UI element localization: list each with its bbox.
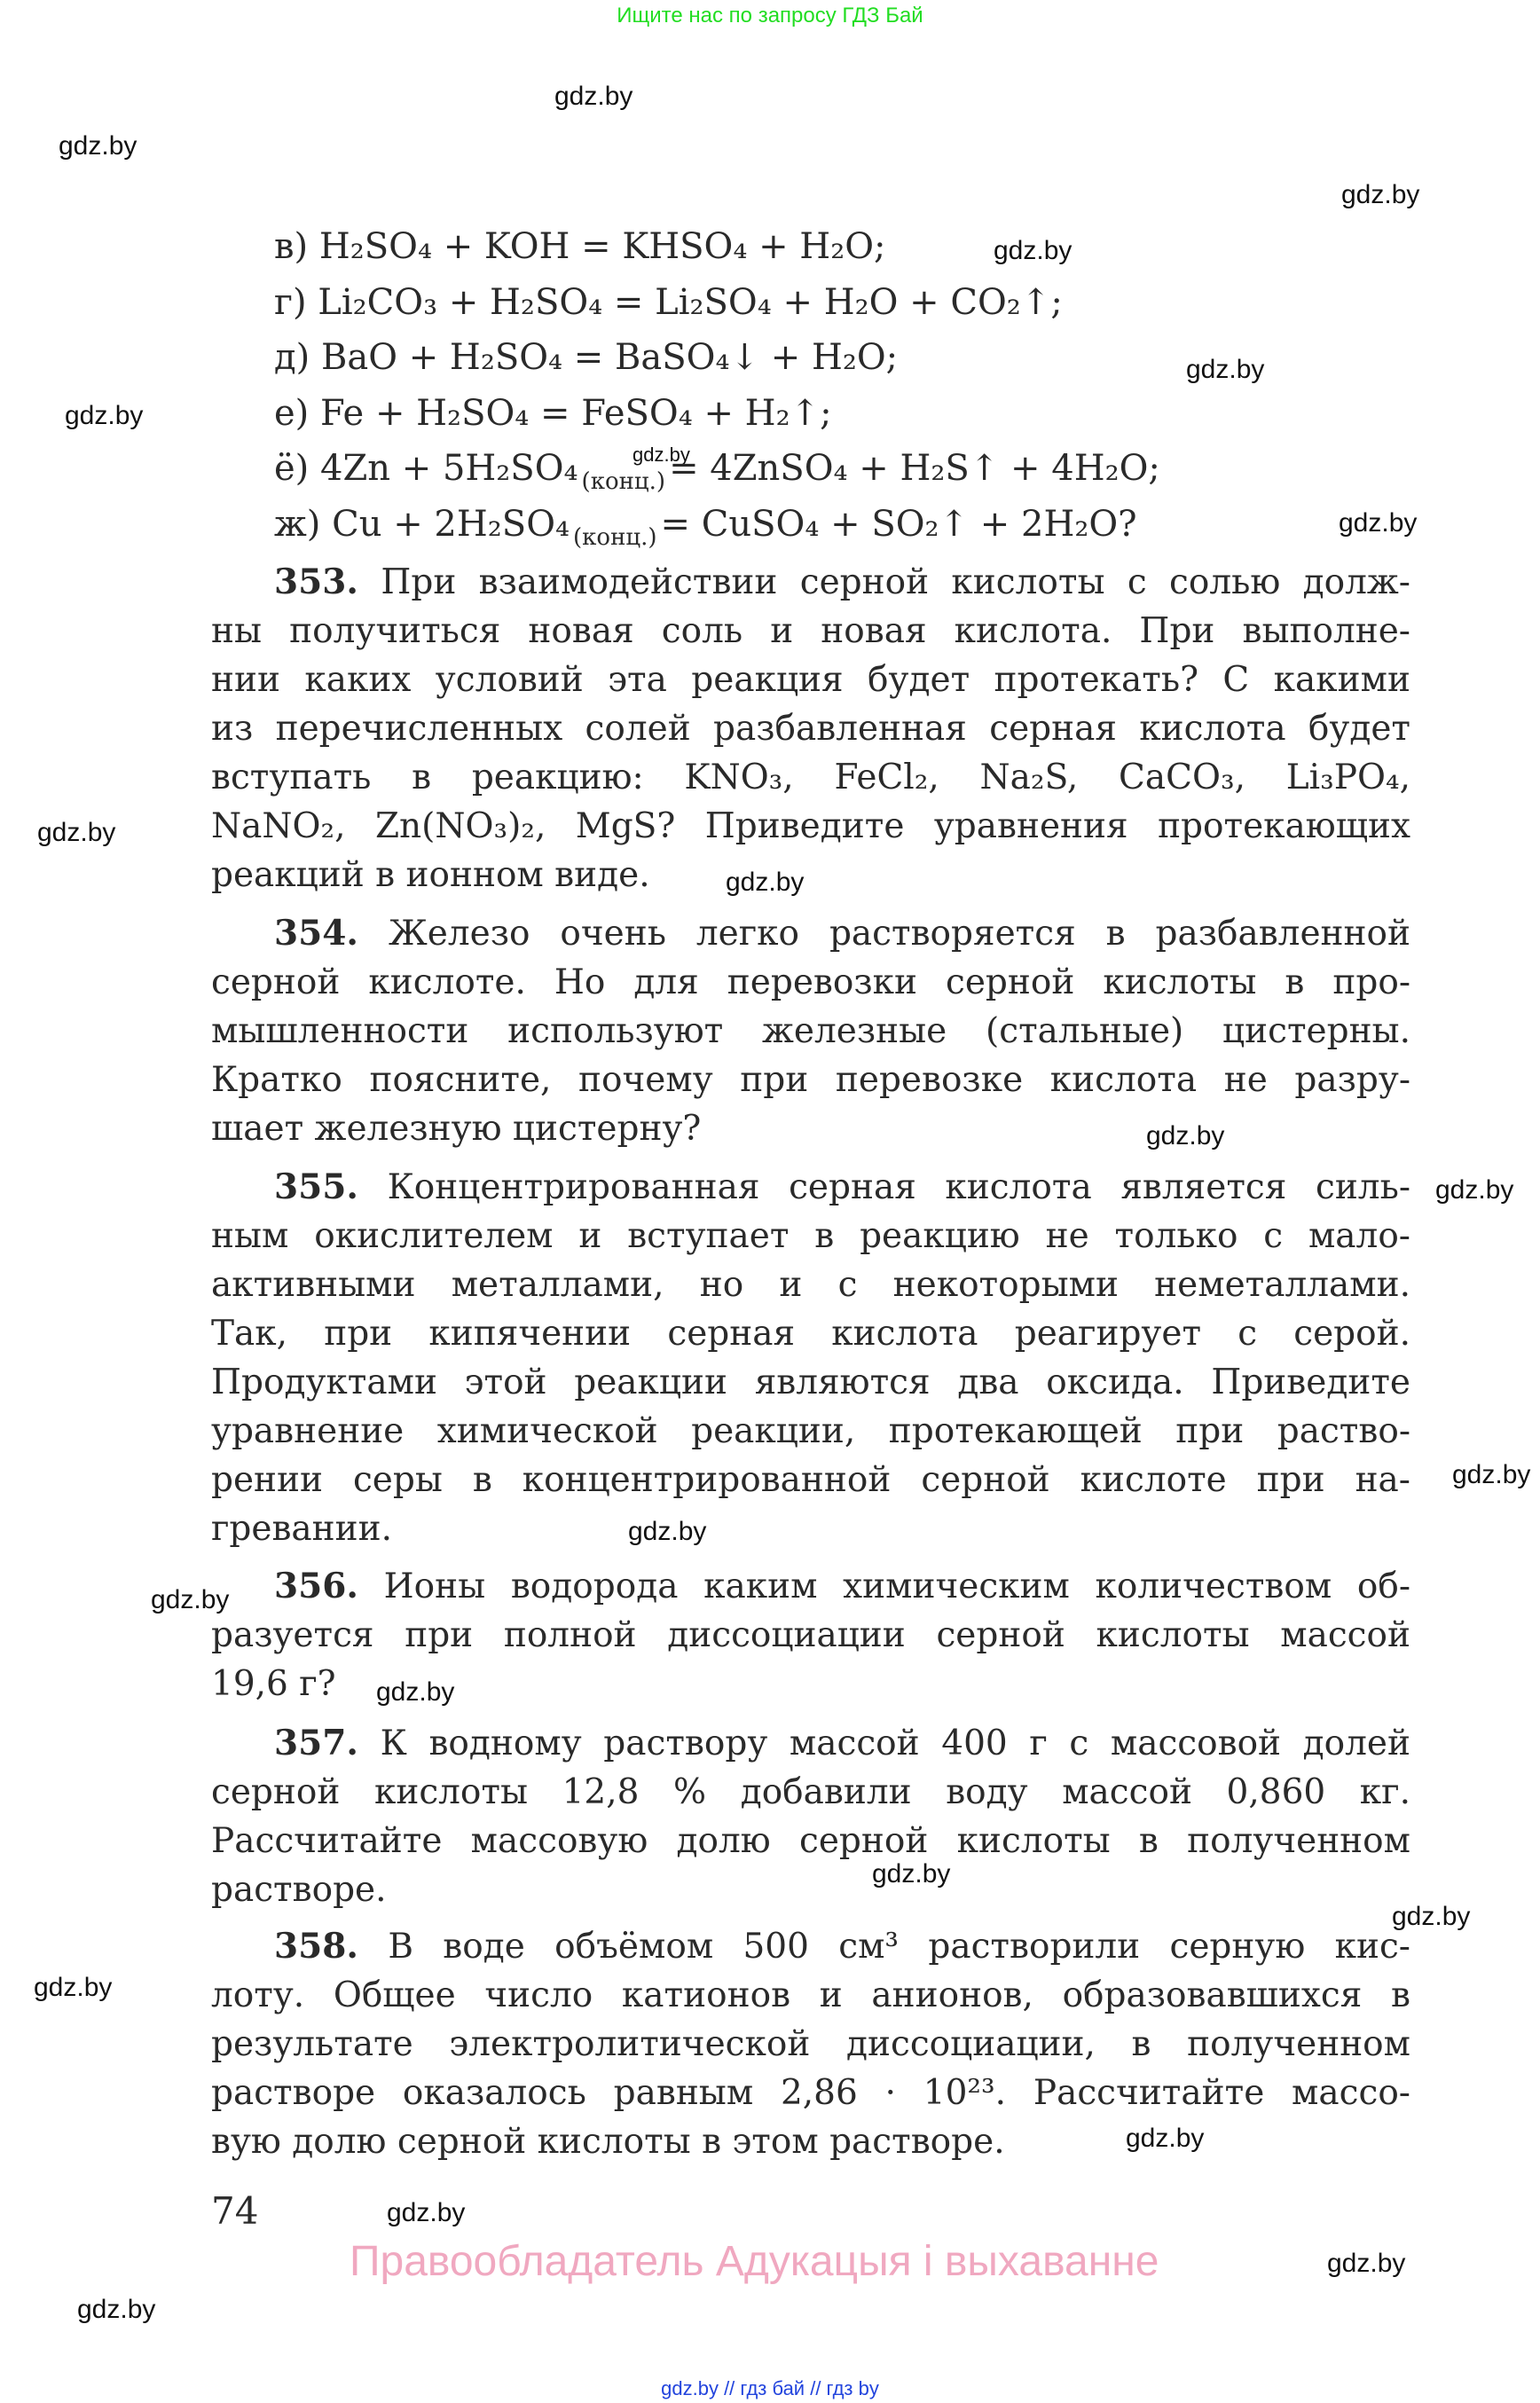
gdz-watermark: gdz.by [151, 1585, 230, 1614]
problem-text: нии каких условий эта реакция будет протекать? С какими [211, 660, 1410, 700]
problem-text: Так, при кипячении серная кислота реагирует с серой. [211, 1314, 1410, 1354]
problem-number: 356. [274, 1566, 358, 1606]
problem-line [211, 1309, 1410, 1358]
problem-text: При взаимодействии серной кислоты с солью долж- [381, 562, 1410, 602]
gdz-watermark: gdz.by [59, 131, 138, 161]
problem-text: 19,6 г? [211, 1664, 336, 1704]
problem-354 [211, 909, 1410, 1153]
problem-line [211, 753, 1410, 802]
problem-text: реакций в ионном виде. [211, 855, 650, 895]
gdz-watermark: gdz.by [554, 82, 633, 111]
gdz-watermark: gdz.by [994, 236, 1072, 265]
problem-line [211, 1611, 1410, 1660]
problem-line [211, 1504, 1410, 1553]
problem-357 [211, 1719, 1410, 1914]
problem-text: К водному раствору массой 400 г с массовой долей [380, 1724, 1411, 1763]
equation-line [274, 441, 1160, 496]
gdz-watermark: gdz.by [77, 2295, 156, 2324]
problem-line [211, 2020, 1410, 2069]
problem-text: гревании. [211, 1509, 393, 1549]
gdz-watermark: gdz.by [376, 1677, 455, 1707]
gdz-watermark: gdz.by [726, 868, 805, 897]
problem-line [211, 558, 1410, 607]
equation-part: (конц.) [581, 468, 666, 495]
problem-line [211, 1104, 1410, 1153]
equation-part: (конц.) [573, 523, 657, 551]
problem-line [211, 1212, 1410, 1260]
equation-part: ё) 4Zn + 5H₂SO₄ [274, 448, 578, 489]
gdz-watermark: gdz.by [1126, 2124, 1205, 2153]
problem-358 [211, 1922, 1410, 2166]
gdz-watermark: gdz.by [1341, 180, 1420, 209]
equation-part: е) Fe + H₂SO₄ = FeSO₄ + H₂↑; [274, 392, 832, 434]
problem-line [211, 1660, 1410, 1708]
problem-text: результате электролитической диссоциации, в полученном [211, 2024, 1410, 2064]
gdz-watermark: gdz.by [1392, 1902, 1471, 1931]
problem-line [211, 958, 1410, 1007]
gdz-watermark: gdz.by [387, 2198, 466, 2227]
problem-text: серной кислоте. Но для перевозки серной кислоты в про- [211, 962, 1410, 1002]
gdz-watermark: gdz.by [1452, 1460, 1531, 1489]
equation-line [274, 275, 1063, 330]
equation-line [274, 330, 898, 385]
gdz-watermark: gdz.by [1186, 355, 1265, 384]
problem-number: 355. [274, 1166, 358, 1207]
gdz-watermark: gdz.by [1327, 2249, 1406, 2278]
problem-text: NaNO₂, Zn(NO₃)₂, MgS? Приведите уравнения протекающих [211, 806, 1410, 846]
gdz-watermark: gdz.by [37, 818, 116, 847]
gdz-watermark: gdz.by [1435, 1175, 1514, 1205]
problem-line [211, 1163, 1410, 1212]
problem-text: Железо очень легко растворяется в разбавленной [388, 914, 1410, 954]
problem-line [211, 1456, 1410, 1504]
gdz-watermark: gdz.by [872, 1859, 951, 1889]
problem-line [211, 1817, 1410, 1865]
problem-line [211, 2117, 1410, 2166]
problem-text: разуется при полной диссоциации серной кислоты массой [211, 1615, 1410, 1655]
problem-line [211, 851, 1410, 899]
problem-text: Ионы водорода каким химическим количеством об- [383, 1567, 1410, 1606]
gdz-watermark: gdz.by [632, 444, 690, 466]
problem-356 [211, 1562, 1410, 1708]
gdz-watermark: gdz.by [628, 1517, 707, 1546]
footer-links[interactable]: gdz.by // гдз бай // гдз by [661, 2377, 879, 2399]
problem-line [211, 1922, 1410, 1971]
problem-text: вступать в реакцию: KNO₃, FeCl₂, Na₂S, CaCO₃, Li₃PO₄, [211, 758, 1410, 797]
problem-text: из перечисленных солей разбавленная серная кислота будет [211, 709, 1410, 749]
equation-part: г) Li₂CO₃ + H₂SO₄ = Li₂SO₄ + H₂O + CO₂↑; [274, 281, 1063, 323]
problem-text: Продуктами этой реакции являются два оксида. Приведите [211, 1362, 1410, 1402]
problem-text: ным окислителем и вступает в реакцию не только с мало- [211, 1216, 1410, 1256]
equation-part: в) H₂SO₄ + KOH = KHSO₄ + H₂O; [274, 226, 886, 267]
equation-line [274, 497, 1137, 552]
problem-355 [211, 1163, 1410, 1553]
problem-text: Кратко поясните, почему при перевозке кислота не разру- [211, 1060, 1410, 1100]
problem-line [211, 2069, 1410, 2117]
problem-line [211, 656, 1410, 704]
problem-number: 354. [274, 913, 358, 954]
problem-text: уравнение химической реакции, протекающей при раство- [211, 1411, 1410, 1451]
problem-text: В воде объёмом 500 см³ растворили серную кис- [388, 1927, 1410, 1967]
equation-part: = 4ZnSO₄ + H₂S↑ + 4H₂O; [669, 448, 1160, 489]
equation-line [274, 386, 832, 441]
problem-number: 357. [274, 1723, 358, 1763]
page-number: 74 [211, 2189, 259, 2233]
problem-line [211, 909, 1410, 958]
problem-text: рении серы в концентрированной серной кислоте при на- [211, 1460, 1410, 1500]
problem-text: ны получиться новая соль и новая кислота. При выполне- [211, 611, 1410, 651]
problem-text: шает железную цистерну? [211, 1109, 702, 1149]
problem-line [211, 1260, 1410, 1309]
equation-part: д) BaO + H₂SO₄ = BaSO₄↓ + H₂O; [274, 337, 899, 378]
gdz-watermark: gdz.by [34, 1973, 113, 2002]
top-banner[interactable]: Ищите нас по запросу ГДЗ Бай [617, 4, 923, 27]
equation-part: = CuSO₄ + SO₂↑ + 2H₂O? [660, 503, 1137, 545]
gdz-watermark: gdz.by [1146, 1121, 1225, 1150]
equation-part: ж) Cu + 2H₂SO₄ [274, 503, 570, 545]
problem-text: активными металлами, но и с некоторыми неметаллами. [211, 1265, 1410, 1305]
problem-line [211, 1768, 1410, 1817]
problem-text: лоту. Общее число катионов и анионов, образовавшихся в [211, 1975, 1410, 2015]
rights-holder-watermark: Правообладатель Адукацыя і выхаванне [350, 2238, 1159, 2285]
problem-text: мышленности используют железные (стальные) цистерны. [211, 1011, 1410, 1051]
problem-line [211, 1865, 1410, 1914]
problem-number: 358. [274, 1926, 358, 1967]
problem-line [211, 1562, 1410, 1611]
problem-text: Рассчитайте массовую долю серной кислоты в полученном [211, 1821, 1410, 1861]
problem-353 [211, 558, 1410, 899]
problem-line [211, 1007, 1410, 1056]
problem-line [211, 1407, 1410, 1456]
problem-line [211, 704, 1410, 753]
problem-text: вую долю серной кислоты в этом растворе. [211, 2122, 1005, 2162]
problem-text: Концентрированная серная кислота является силь- [387, 1167, 1410, 1207]
problem-text: растворе оказалось равным 2,86 · 10²³. Рассчитайте массо- [211, 2073, 1410, 2113]
gdz-watermark: gdz.by [65, 401, 144, 430]
problem-line [211, 1056, 1410, 1104]
problem-line [211, 1719, 1410, 1768]
problem-line [211, 1358, 1410, 1407]
problem-line [211, 802, 1410, 851]
gdz-watermark: gdz.by [1339, 508, 1418, 538]
problem-line [211, 1971, 1410, 2020]
problem-number: 353. [274, 561, 358, 602]
problem-text: растворе. [211, 1870, 387, 1910]
problem-text: серной кислоты 12,8 % добавили воду массой 0,860 кг. [211, 1772, 1410, 1812]
equation-line [274, 219, 886, 274]
problem-line [211, 607, 1410, 656]
